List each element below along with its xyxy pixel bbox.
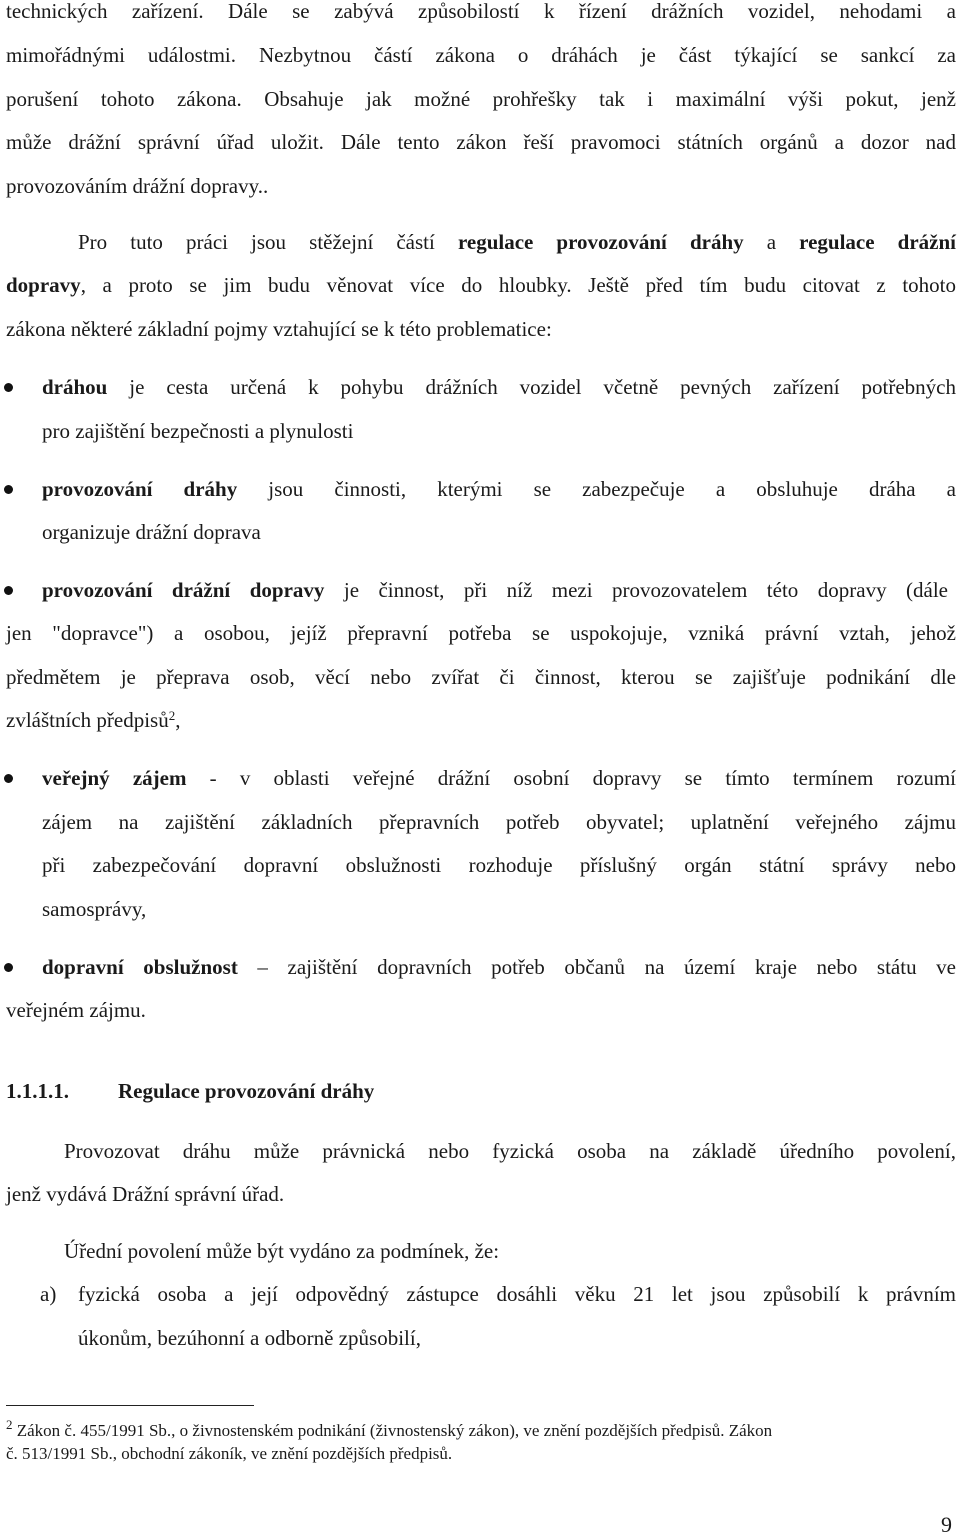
footnote-line: č. 513/1991 Sb., obchodní zákoník, ve znění pozdějších předpisů. [6,1444,453,1463]
definition-item: veřejný zájem - v oblasti veřejné drážní osobní dopravy se tímto termínem rozumí [42,766,957,790]
definition-item: dráhou je cesta určená k pohybu drážních vozidel včetně pevných zařízení potřebných [42,375,956,399]
definition-line: organizuje drážní doprava [42,520,261,544]
definition-line: veřejném zájmu. [6,998,146,1022]
section-number: 1.1.1.1. [6,1079,69,1103]
bullet [4,586,13,595]
bullet [4,383,13,392]
definition-line: pro zajištění bezpečnosti a plynulosti [42,419,354,443]
definition-item: provozování dráhy jsou činnosti, kterými se zabezpečuje a obsluhuje dráha a [42,477,956,501]
definition-line: předmětem je přeprava osob, věcí nebo zvířat či činnost, kterou se zajišťuje podnikání dle [6,665,956,689]
section-title: Regulace provozování dráhy [118,1079,375,1103]
bullet [4,774,13,783]
bullet [4,485,13,494]
definition-line: zájem na zajištění základních přepravních potřeb obyvatel; uplatnění veřejného zájmu [42,810,956,834]
intro-line: technických zařízení. Dále se zabývá způsobilostí k řízení drážních vozidel, nehodami a [6,0,956,23]
bullet [4,963,13,972]
definition-item: provozování drážní dopravy je činnost, při níž mezi provozovatelem této dopravy (dále [42,578,949,602]
definition-line: samosprávy, [42,897,147,921]
definition-line: zvláštních předpisů$^2$, [6,708,181,732]
footnote-mark: 2 [6,1417,13,1432]
definition-item: dopravní obslužnost – zajištění dopravních potřeb občanů na území kraje nebo státu ve [42,955,956,979]
footnote-separator [6,1405,254,1406]
footnote-reference: 2 [168,708,176,723]
para2-line: zákona některé základní pojmy vztahující se k této problematice: [6,317,552,341]
para2-line: dopravy, a proto se jim budu věnovat více do hloubky. Ještě před tím budu citovat z tohoto [6,273,956,297]
body-line: Úřední povolení může být vydáno za podmínek, že: [64,1239,500,1263]
footnote-line: $^2$ Zákon č. 455/1991 Sb., o živnostenském podnikání (živnostenský zákon), ve znění pozdějších předpisů. Zákon [6,1417,773,1440]
intro-line: provozováním drážní dopravy.. [6,174,269,198]
definition-line: při zabezpečování dopravní obslužnosti rozhoduje příslušný orgán státní správy nebo [42,853,956,877]
list-item-line: úkonům, bezúhonní a odborně způsobilí, [78,1326,421,1350]
list-label: a) [40,1282,57,1306]
intro-line: může drážní správní úřad uložit. Dále tento zákon řeší pravomoci státních orgánů a dozor nad [6,130,956,154]
intro-line: porušení tohoto zákona. Obsahuje jak možné prohřešky tak i maximální výši pokut, jenž [6,87,956,111]
definition-line: jen "dopravce") a osobou, jejíž přepravní potřeba se uspokojuje, vzniká právní vztah, jehož [6,621,956,645]
body-line: Provozovat dráhu může právnická nebo fyzická osoba na základě úředního povolení, [64,1139,956,1163]
list-item: fyzická osoba a její odpovědný zástupce dosáhli věku 21 let jsou způsobilí k právním [78,1282,956,1306]
page-number: 9 [941,1512,952,1537]
body-line: jenž vydává Drážní správní úřad. [6,1182,285,1206]
para2-line: Pro tuto práci jsou stěžejní částí regulace provozování dráhy a regulace drážní [78,230,956,254]
intro-line: mimořádnými událostmi. Nezbytnou částí zákona o dráhách je část týkající se sankcí za [6,43,956,67]
